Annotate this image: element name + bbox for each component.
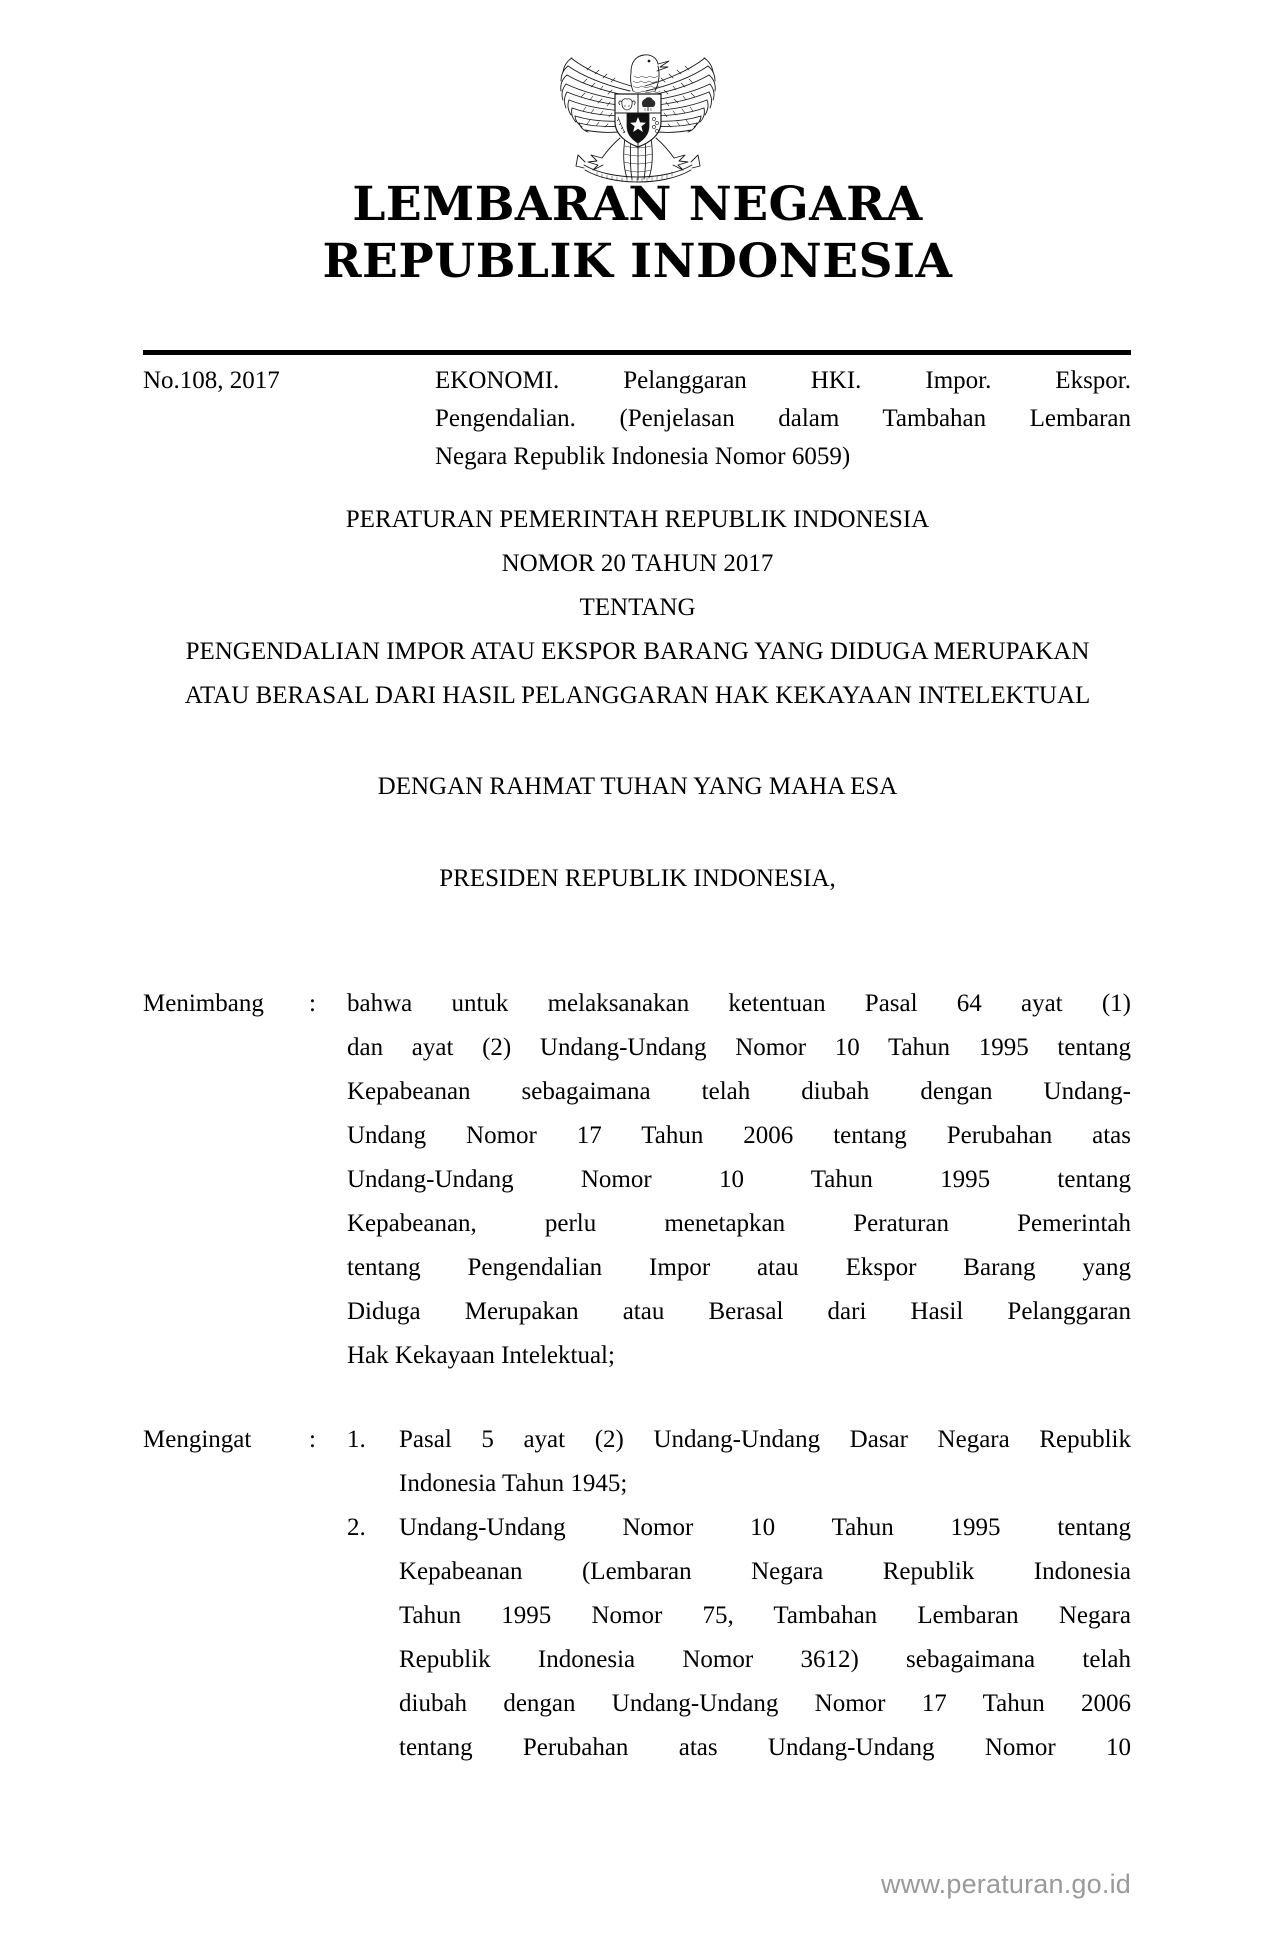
title-line-subject-2: ATAU BERASAL DARI HASIL PELANGGARAN HAK KEKAYAAN INTELEKTUAL [184, 682, 1091, 709]
text-line: Kepabeanan (Lembaran Negara Republik Indonesia [399, 1558, 1131, 1585]
gazette-number: No.108, 2017 [143, 367, 280, 394]
text-line: diubah dengan Undang-Undang Nomor 17 Tahun 2006 [399, 1690, 1131, 1717]
mengingat-colon: : [309, 1426, 316, 1453]
masthead-line-2: REPUBLIK INDONESIA [322, 234, 953, 289]
header-divider-rule [143, 350, 1131, 355]
text-line: Republik Indonesia Nomor 3612) sebagaimana telah [399, 1646, 1131, 1673]
title-line-tentang: TENTANG [579, 594, 696, 621]
text-line: tentang Perubahan atas Undang-Undang Nomor 10 [399, 1734, 1131, 1761]
masthead-line-1: LEMBARAN NEGARA [352, 177, 923, 232]
list-item [347, 1506, 1131, 1770]
masthead [0, 176, 1275, 290]
garuda-pancasila-emblem [545, 34, 731, 186]
list-item [347, 1418, 1131, 1506]
title-line-authority: PERATURAN PEMERINTAH REPUBLIK INDONESIA [345, 506, 930, 533]
text-line: Pasal 5 ayat (2) Undang-Undang Dasar Negara Republik [399, 1426, 1131, 1453]
gazette-subject-line: Pengendalian. (Penjelasan dalam Tambahan Lembaran [435, 405, 1131, 432]
mengingat-label: Mengingat [143, 1426, 252, 1453]
list-item-marker: 2. [347, 1514, 366, 1541]
menimbang-row [143, 982, 1131, 1378]
text-line: Diduga Merupakan atau Berasal dari Hasil Pelanggaran [347, 1298, 1131, 1325]
text-line: Undang-Undang Nomor 10 Tahun 1995 tentang [347, 1166, 1131, 1193]
list-item-text [399, 1418, 1131, 1506]
text-line: Undang Nomor 17 Tahun 2006 tentang Perubahan atas [347, 1122, 1131, 1149]
invocation-line: DENGAN RAHMAT TUHAN YANG MAHA ESA [377, 773, 898, 800]
footer-watermark: www.peraturan.go.id [881, 1869, 1131, 1899]
menimbang-label: Menimbang [143, 990, 264, 1017]
text-line: Kepabeanan, perlu menetapkan Peraturan Pemerintah [347, 1210, 1131, 1237]
text-line: tentang Pengendalian Impor atau Ekspor Barang yang [347, 1254, 1131, 1281]
signatory-line: PRESIDEN REPUBLIK INDONESIA, [439, 865, 836, 892]
menimbang-text [347, 982, 1131, 1378]
gazette-subject [435, 362, 1131, 476]
text-line: Kepabeanan sebagaimana telah diubah dengan Undang- [347, 1078, 1131, 1105]
text-line: dan ayat (2) Undang-Undang Nomor 10 Tahun 1995 tentang [347, 1034, 1131, 1061]
regulation-title-block [0, 498, 1275, 718]
text-line: Hak Kekayaan Intelektual; [347, 1342, 615, 1369]
title-line-number: NOMOR 20 TAHUN 2017 [501, 550, 774, 577]
text-line: bahwa untuk melaksanakan ketentuan Pasal 64 ayat (1) [347, 990, 1131, 1017]
list-item-marker: 1. [347, 1426, 366, 1453]
title-line-subject-1: PENGENDALIAN IMPOR ATAU EKSPOR BARANG YANG DIDUGA MERUPAKAN [185, 638, 1090, 665]
gazette-meta-header [143, 362, 1131, 476]
mengingat-row [143, 1418, 1131, 1770]
mengingat-section [143, 1418, 1131, 1770]
mengingat-list [347, 1418, 1131, 1770]
text-line: Indonesia Tahun 1945; [399, 1470, 628, 1497]
text-line: Tahun 1995 Nomor 75, Tambahan Lembaran Negara [399, 1602, 1131, 1629]
emblem-container [0, 34, 1275, 186]
menimbang-section [143, 982, 1131, 1378]
text-line: Undang-Undang Nomor 10 Tahun 1995 tentang [399, 1514, 1131, 1541]
list-item-text [399, 1506, 1131, 1770]
gazette-subject-line: EKONOMI. Pelanggaran HKI. Impor. Ekspor. [435, 367, 1131, 394]
menimbang-colon: : [309, 990, 316, 1017]
gazette-subject-line: Negara Republik Indonesia Nomor 6059) [435, 443, 851, 470]
